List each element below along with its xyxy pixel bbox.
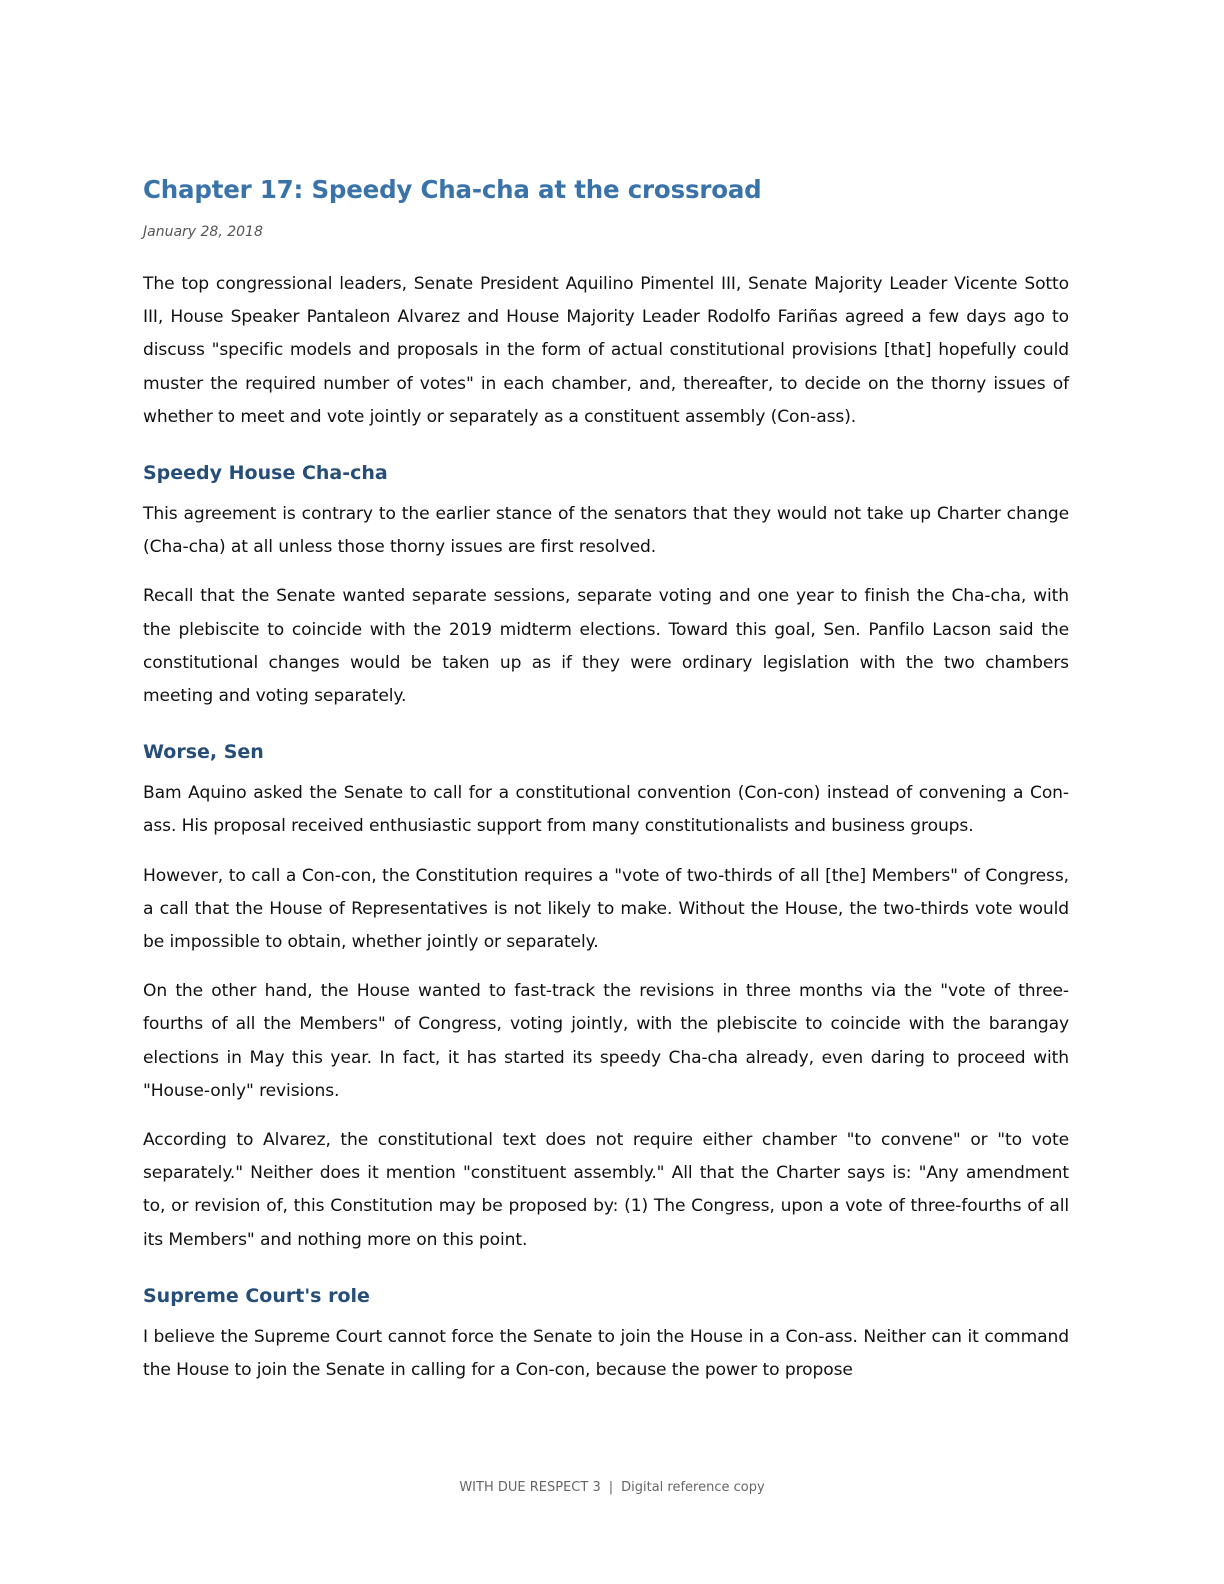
paragraph-2: This agreement is contrary to the earlier stance of the senators that they would not take up Charter change (Cha-cha) at all unless those thorny issues are first resolved. (143, 504, 1069, 558)
footer-note: Digital reference copy (621, 1480, 765, 1495)
publication-date: January 28, 2018 (143, 224, 263, 240)
paragraph-6: On the other hand, the House wanted to fast-track the revisions in three months via the "vote of three-fourths of all the Members" of Congress, voting jointly, with the plebiscite to coincide with the barangay elections in May this year. In fact, it has started its speedy Cha-cha already, even daring to proceed with "House-only" revisions. (143, 981, 1069, 1101)
section-heading-speedy-house: Speedy House Cha-cha (143, 462, 388, 485)
section-heading-worse-sen: Worse, Sen (143, 741, 264, 764)
paragraph-5: However, to call a Con-con, the Constitution requires a "vote of two-thirds of all [the] Members" of Congress, a call that the House of Representatives is not likely to make. Without the House, the two-thirds vote would be impossible to obtain, whether jointly or separately. (143, 865, 1069, 953)
footer-separator: | (608, 1480, 614, 1495)
footer-book-title: WITH DUE RESPECT 3 (459, 1480, 601, 1495)
chapter-title: Chapter 17: Speedy Cha-cha at the crossroad (143, 175, 762, 204)
paragraph-8: I believe the Supreme Court cannot force the Senate to join the House in a Con-ass. Neither can it command the House to join the Senate in calling for a Con-con, because the power to propose (143, 1326, 1069, 1381)
page-footer (0, 1478, 1224, 1498)
paragraph-7: According to Alvarez, the constitutional text does not require either chamber "to convene" or "to vote separately." Neither does it mention "constituent assembly." All that the Charter says is: "Any amendment to, or revision of, this Constitution may be proposed by: (1) The Congress, upon a vote of three-fourths of all its Members" and nothing more on this point. (143, 1130, 1069, 1250)
paragraph-4: Bam Aquino asked the Senate to call for a constitutional convention (Con-con) instead of convening a Con-ass. His proposal received enthusiastic support from many constitutionalists and business groups. (143, 783, 1069, 837)
paragraph-3: Recall that the Senate wanted separate sessions, separate voting and one year to finish the Cha-cha, with the plebiscite to coincide with the 2019 midterm elections. Toward this goal, Sen. Panfilo Lacson said the constitutional changes would be taken up as if they were ordinary legislation with the two chambers meeting and voting separately. (143, 586, 1069, 707)
paragraph-1: The top congressional leaders, Senate President Aquilino Pimentel III, Senate Majority Leader Vicente Sotto III, House Speaker Pantaleon Alvarez and House Majority Leader Rodolfo Fariñas agreed a few days ago to discuss "specific models and proposals in the form of actual constitutional provisions [that] hopefully could muster the required number of votes" in each chamber, and, thereafter, to decide on the thorny issues of whether to meet and vote jointly or separately as a constituent assembly (Con-ass). (143, 274, 1069, 427)
section-heading-supreme-court: Supreme Court's role (143, 1284, 370, 1307)
page-content (143, 172, 1069, 1403)
